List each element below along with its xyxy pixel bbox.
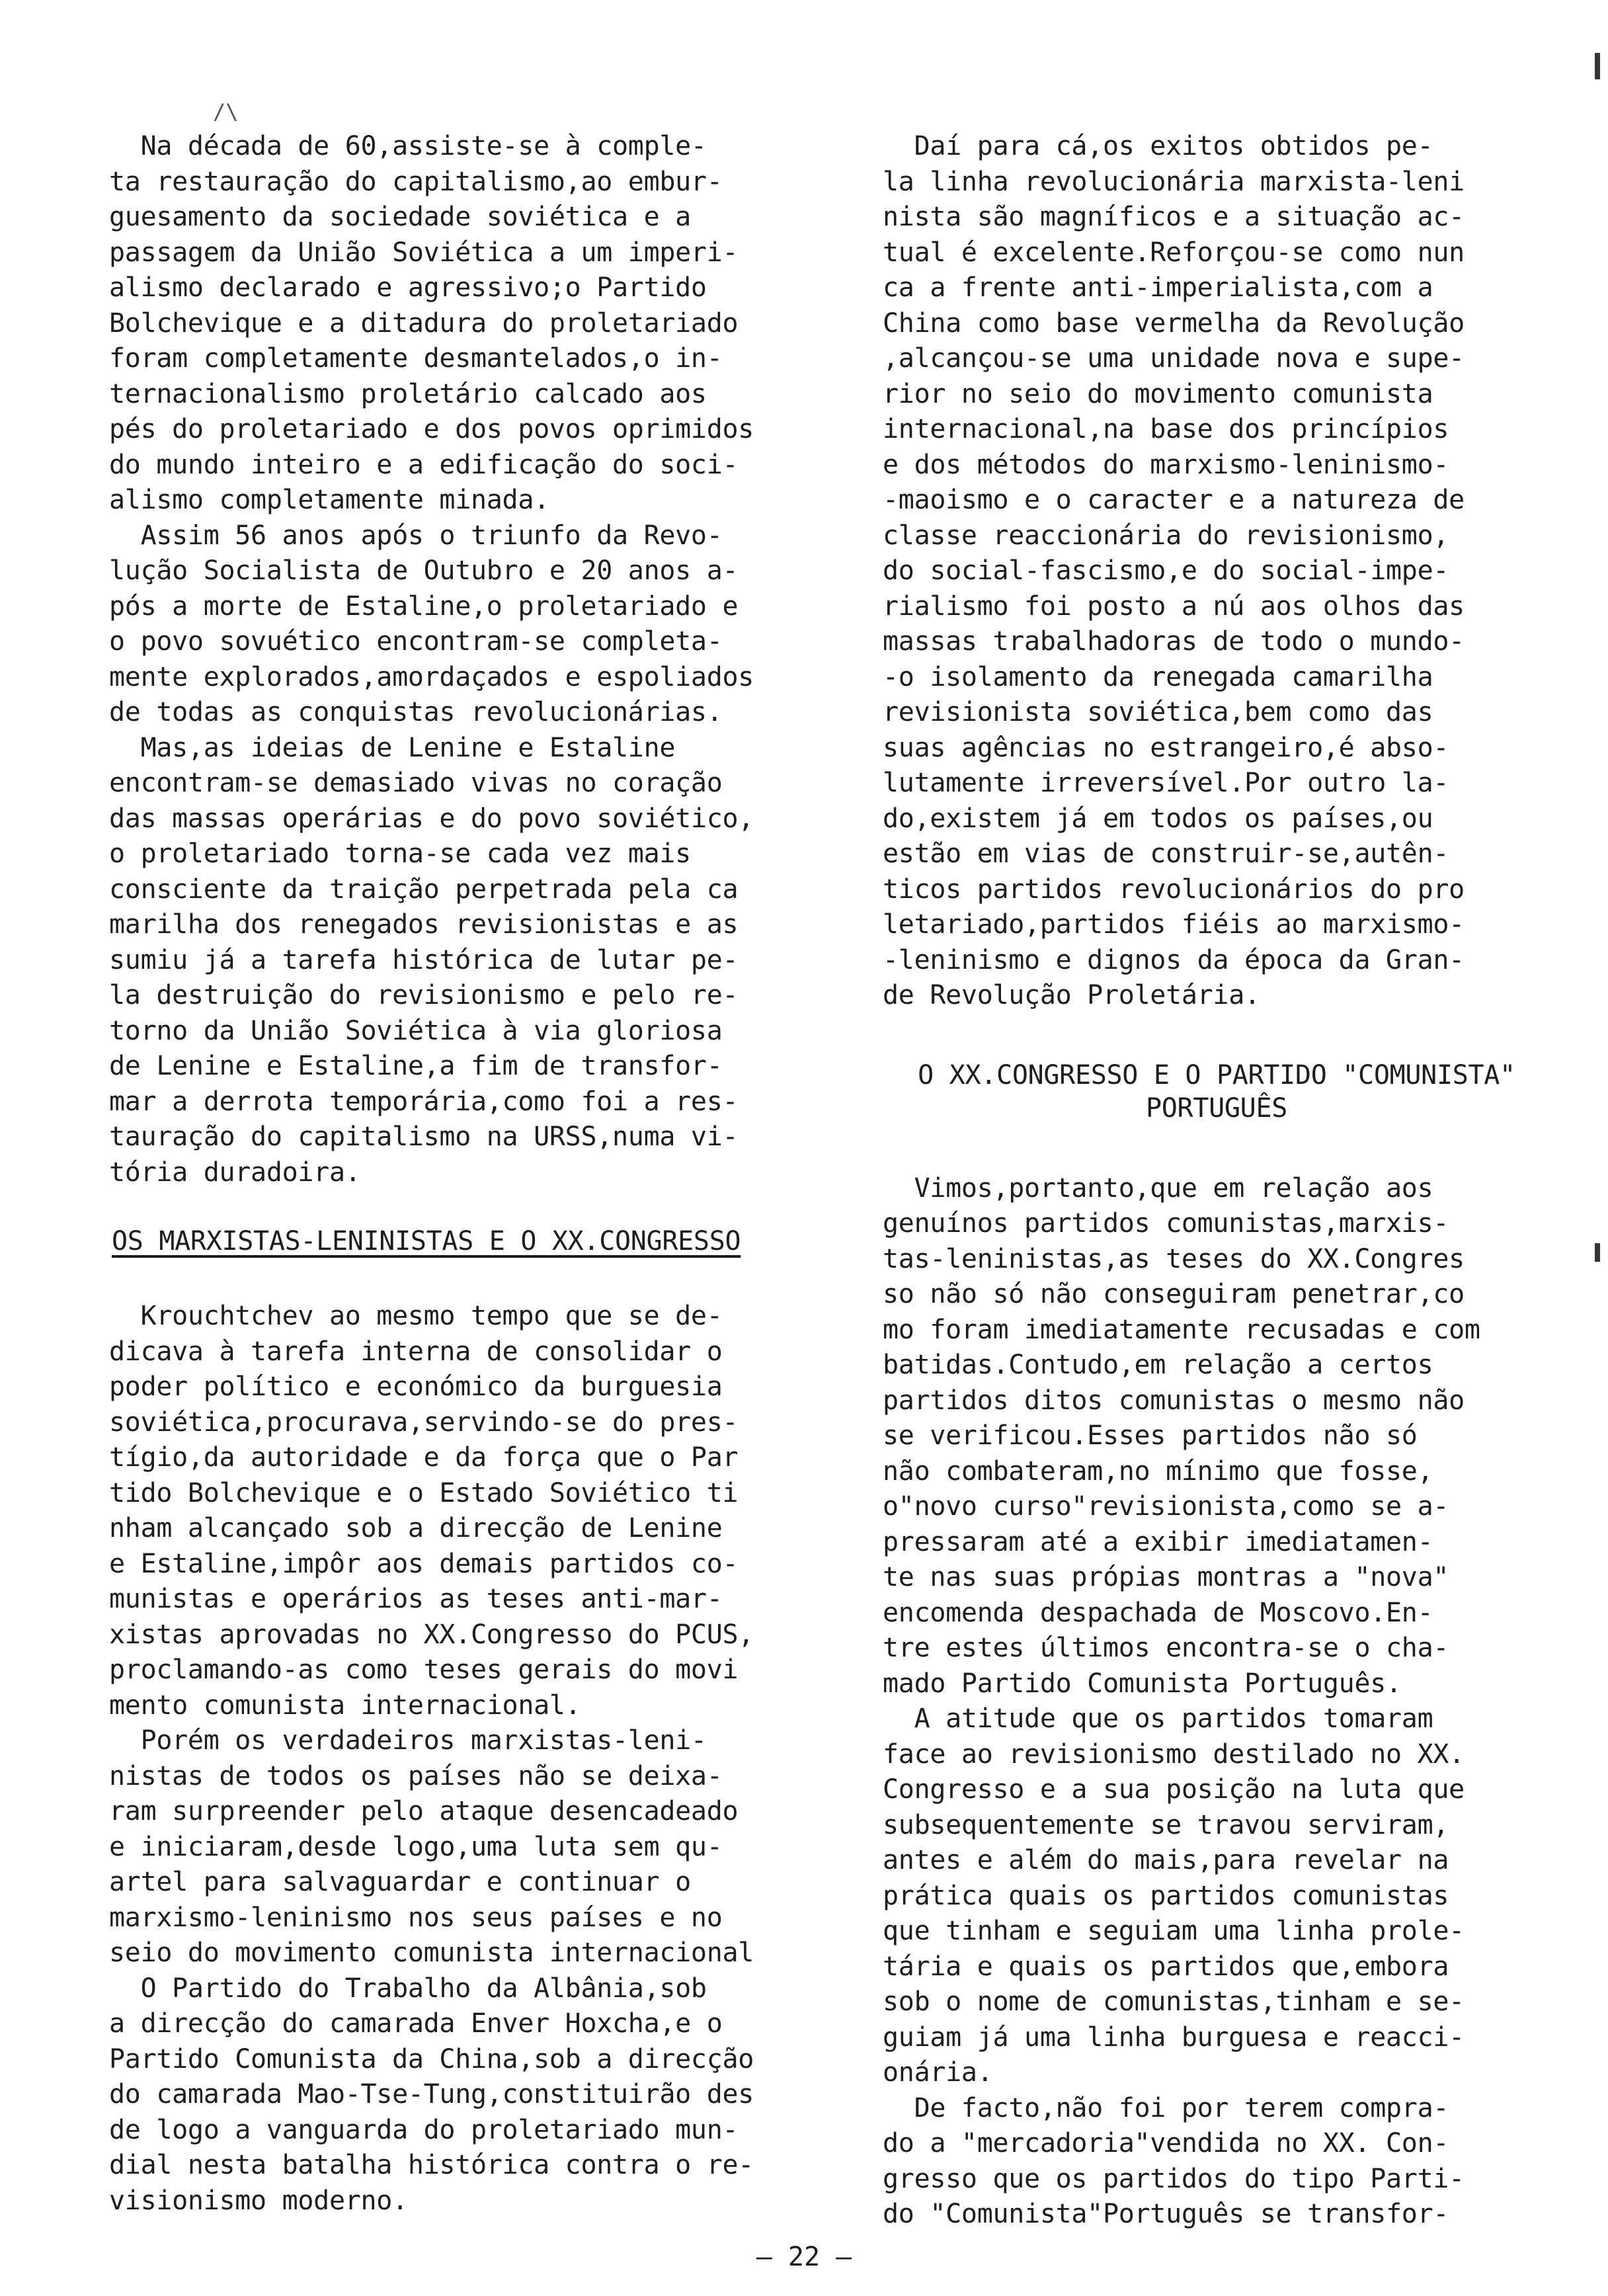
text-line: consciente da traição perpetrada pela ca — [109, 874, 739, 905]
paragraph — [109, 1299, 823, 1723]
text-line: do social-fascismo,e do social-impe- — [883, 555, 1449, 586]
text-line: pós a morte de Estaline,o proletariado e — [109, 591, 739, 622]
text-line: te nas suas própias montras a "nova" — [883, 1562, 1449, 1592]
text-line: do a "mercadoria"vendida no XX. Con- — [883, 2128, 1449, 2158]
text-line: tígio,da autoridade e da força que o Par — [109, 1442, 739, 1473]
text-line: Partido Comunista da China,sob a direcção — [109, 2043, 754, 2074]
text-line: subsequentemente se travou serviram, — [883, 1809, 1449, 1840]
margin-mark — [1595, 53, 1600, 79]
paragraph — [883, 1702, 1550, 2091]
text-line: rialismo foi posto a nú aos olhos das — [883, 591, 1465, 622]
text-line: lutamente irreversível.Por outro la- — [883, 768, 1449, 798]
paragraph — [883, 2091, 1550, 2233]
text-line: o"novo curso"revisionista,como se a- — [883, 1491, 1449, 1522]
text-line: munistas e operários as teses anti-mar- — [109, 1584, 723, 1614]
text-line: encomenda despachada de Moscovo.En- — [883, 1597, 1433, 1628]
text-line: ta restauração do capitalismo,ao embur- — [109, 166, 723, 197]
text-line: o povo sovuético encontram-se completa- — [109, 626, 723, 657]
text-line: passagem da União Soviética a um imperi- — [109, 237, 739, 268]
text-line: e dos métodos do marxismo-leninismo- — [883, 449, 1449, 480]
text-line: ,alcançou-se uma unidade nova e supe- — [883, 343, 1465, 374]
text-line: pés do proletariado e dos povos oprimidos — [109, 414, 754, 444]
text-line: PORTUGUÊS — [1145, 1092, 1288, 1124]
text-line: la linha revolucionária marxista-leni — [883, 166, 1465, 197]
text-line: visionismo moderno. — [109, 2185, 408, 2216]
text-line: encontram-se demasiado vivas no coração — [109, 768, 723, 798]
text-line: onária. — [883, 2057, 993, 2088]
text-line: Daí para cá,os exitos obtidos pe- — [883, 131, 1433, 161]
text-line: rior no seio do movimento comunista — [883, 378, 1433, 409]
text-line: do,existem já em todos os países,ou — [883, 803, 1433, 834]
text-line: prática quais os partidos comunistas — [883, 1880, 1449, 1911]
text-line: gresso que os partidos do tipo Parti- — [883, 2163, 1465, 2194]
text-line: a direcção do camarada Enver Hoxcha,e o — [109, 2008, 723, 2039]
text-line: tido Bolchevique e o Estado Soviético ti — [109, 1477, 739, 1508]
text-line: tária e quais os partidos que,embora — [883, 1951, 1449, 1982]
text-line: mo foram imediatamente recusadas e com — [883, 1314, 1480, 1345]
text-line: de todas as conquistas revolucionárias. — [109, 697, 723, 727]
text-line: foram completamente desmantelados,o in- — [109, 343, 723, 374]
text-line: classe reaccionária do revisionismo, — [883, 520, 1449, 551]
text-line: estão em vias de construir-se,autên- — [883, 839, 1449, 869]
text-line: e iniciaram,desde logo,uma luta sem qu- — [109, 1831, 723, 1862]
text-line: batidas.Contudo,em relação a certos — [883, 1350, 1433, 1380]
text-line: Krouchtchev ao mesmo tempo que se de- — [109, 1301, 723, 1331]
text-line: das massas operárias e do povo soviético, — [109, 803, 754, 834]
text-line: sob o nome de comunistas,tinham e se- — [883, 1987, 1465, 2017]
page-number: — 22 — — [756, 2242, 852, 2272]
section-heading — [883, 1059, 1550, 1125]
text-line: nistas de todos os países não se deixa- — [109, 1760, 723, 1791]
text-line: face ao revisionismo destilado no XX. — [883, 1739, 1465, 1770]
text-line: -maoismo e o caracter e a natureza de — [883, 485, 1465, 515]
text-line: la destruição do revisionismo e pelo re- — [109, 980, 739, 1010]
text-line: nista são magníficos e a situação ac- — [883, 202, 1465, 232]
text-line: seio do movimento comunista internacional — [109, 1938, 754, 1968]
left-column — [109, 129, 823, 2219]
text-line: partidos ditos comunistas o mesmo não — [883, 1385, 1465, 1416]
text-line: Porém os verdadeiros marxistas-leni- — [109, 1725, 707, 1756]
text-line: guesamento da sociedade soviética e a — [109, 202, 691, 232]
text-line: suas agências no estrangeiro,é abso- — [883, 732, 1449, 763]
text-line: -o isolamento da renegada camarilha — [883, 661, 1433, 692]
text-line: sumiu já a tarefa histórica de lutar pe- — [109, 944, 739, 975]
text-line: antes e além do mais,para revelar na — [883, 1845, 1449, 1875]
text-line: Congresso e a sua posição na luta que — [883, 1774, 1465, 1805]
text-line: dicava à tarefa interna de consolidar o — [109, 1336, 723, 1367]
paragraph — [109, 731, 823, 1191]
text-line: so não só não conseguiram penetrar,co — [883, 1279, 1465, 1309]
text-line: O Partido do Trabalho da Albânia,sob — [109, 1973, 707, 2004]
text-line: Assim 56 anos após o triunfo da Revo- — [109, 520, 723, 551]
text-line: A atitude que os partidos tomaram — [883, 1703, 1433, 1734]
text-line: proclamando-as como teses gerais do movi — [109, 1655, 739, 1685]
text-line: O XX.CONGRESSO E O PARTIDO "COMUNISTA" — [918, 1059, 1515, 1090]
text-line: guiam já uma linha burguesa e reacci- — [883, 2022, 1465, 2053]
text-line: internacional,na base dos princípios — [883, 414, 1449, 444]
text-line: soviética,procurava,servindo-se do pres- — [109, 1407, 739, 1438]
text-line: tauração do capitalismo na URSS,numa vi- — [109, 1122, 739, 1152]
text-line: de Lenine e Estaline,a fim de transfor- — [109, 1051, 723, 1081]
text-line: do "Comunista"Português se transfor- — [883, 2199, 1449, 2229]
text-line: marxismo-leninismo nos seus países e no — [109, 1902, 723, 1933]
paragraph — [883, 1171, 1550, 1702]
text-line: do camarada Mao-Tse-Tung,constituirão des — [109, 2079, 754, 2110]
text-line: poder político e económico da burguesia — [109, 1372, 723, 1402]
text-line: China como base vermelha da Revolução — [883, 308, 1465, 339]
text-line: nham alcançado sob a direcção de Lenine — [109, 1513, 723, 1543]
margin-mark — [1595, 1243, 1600, 1262]
text-line: mento comunista internacional. — [109, 1690, 581, 1721]
text-line: marilha dos renegados revisionistas e as — [109, 909, 739, 940]
text-line: não combateram,no mínimo que fosse, — [883, 1456, 1433, 1487]
paragraph — [109, 1723, 823, 1971]
text-line: de Revolução Proletária. — [883, 980, 1260, 1010]
paragraph — [883, 129, 1550, 1014]
text-line: Na década de 60,assiste-se à comple- — [109, 131, 707, 161]
text-line: torno da União Soviética à via gloriosa — [109, 1015, 723, 1046]
text-line: do mundo inteiro e a edificação do soci- — [109, 449, 739, 480]
text-line: revisionista soviética,bem como das — [883, 697, 1433, 727]
text-line: xistas aprovadas no XX.Congresso do PCUS, — [109, 1619, 754, 1650]
text-line: mente explorados,amordaçados e espoliados — [109, 661, 754, 692]
text-line: massas trabalhadoras de todo o mundo- — [883, 626, 1465, 657]
text-line: se verificou.Esses partidos não só — [883, 1420, 1418, 1451]
stray-mark: /\ — [213, 99, 239, 124]
text-line: que tinham e seguiam uma linha prole- — [883, 1916, 1465, 1946]
text-line: ca a frente anti-imperialista,com a — [883, 272, 1433, 303]
text-line: lução Socialista de Outubro e 20 anos a- — [109, 555, 739, 586]
text-line: genuínos partidos comunistas,marxis- — [883, 1208, 1449, 1239]
text-line: tória duradoira. — [109, 1157, 361, 1188]
text-line: tas-leninistas,as teses do XX.Congres — [883, 1243, 1465, 1274]
text-line: ram surpreender pelo ataque desencadeado — [109, 1796, 739, 1826]
text-line: ternacionalismo proletário calcado aos — [109, 378, 707, 409]
text-line: -leninismo e dignos da época da Gran- — [883, 944, 1465, 975]
text-line: Mas,as ideias de Lenine e Estaline — [109, 732, 676, 763]
paragraph — [109, 518, 823, 731]
text-line: mar a derrota temporária,como foi a res- — [109, 1086, 739, 1117]
text-line: tre estes últimos encontra-se o cha- — [883, 1633, 1449, 1663]
paragraph — [109, 129, 823, 518]
text-line: de logo a vanguarda do proletariado mun- — [109, 2114, 739, 2145]
text-line: alismo completamente minada. — [109, 485, 549, 515]
right-column — [883, 129, 1550, 2233]
text-line: ticos partidos revolucionários do pro — [883, 874, 1465, 905]
text-line: o proletariado torna-se cada vez mais — [109, 839, 691, 869]
text-line: e Estaline,impôr aos demais partidos co- — [109, 1548, 739, 1579]
text-line: De facto,não foi por terem compra- — [883, 2092, 1449, 2123]
text-line: Bolchevique e a ditadura do proletariado — [109, 308, 739, 339]
section-heading: OS MARXISTAS-LENINISTAS E O XX.CONGRESSO — [112, 1226, 741, 1256]
text-line: letariado,partidos fiéis ao marxismo- — [883, 909, 1465, 940]
text-line: dial nesta batalha histórica contra o re- — [109, 2150, 754, 2180]
text-line: alismo declarado e agressivo;o Partido — [109, 272, 707, 303]
text-line: tual é excelente.Reforçou-se como nun — [883, 237, 1465, 268]
text-line: pressaram até a exibir imediatamen- — [883, 1526, 1433, 1557]
text-line: mado Partido Comunista Português. — [883, 1668, 1402, 1699]
text-line: Vimos,portanto,que em relação aos — [883, 1172, 1433, 1204]
paragraph — [109, 1971, 823, 2219]
text-line: artel para salvaguardar e continuar o — [109, 1867, 691, 1897]
